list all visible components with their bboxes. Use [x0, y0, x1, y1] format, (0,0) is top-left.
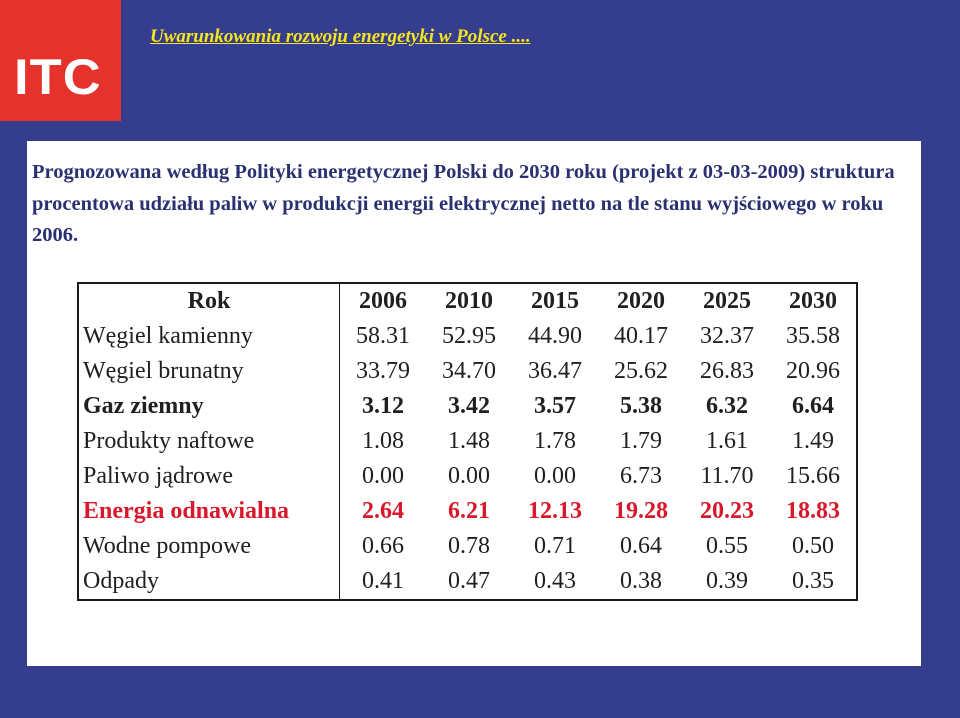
- row-label: Węgiel kamienny: [83, 323, 253, 349]
- table-cell: 20.23: [700, 498, 754, 524]
- row-label: Węgiel brunatny: [83, 358, 244, 384]
- table-row: [78, 494, 857, 529]
- fuel-share-table: [77, 282, 858, 601]
- itc-logo: [0, 0, 121, 121]
- table-row: [78, 529, 857, 564]
- table-cell: 6.64: [792, 393, 834, 419]
- table-cell: 0.66: [340, 529, 427, 564]
- table-cell: 52.95: [442, 323, 496, 349]
- table-cell: 19.28: [614, 498, 668, 524]
- table-cell: 0.78: [448, 533, 490, 559]
- logo-text: ITC: [14, 49, 102, 105]
- row-label: Energia odnawialna: [83, 498, 290, 524]
- table-cell: 1.49: [792, 428, 834, 454]
- table-cell: 0.71: [534, 533, 576, 559]
- table-cell: 20.96: [786, 358, 840, 384]
- table-row: [78, 459, 857, 494]
- table-cell: 0.43: [534, 568, 576, 594]
- header-cell: 2006: [340, 283, 427, 319]
- table-cell: 25.62: [614, 358, 668, 384]
- table-cell: 0.39: [706, 568, 748, 594]
- table-cell: 58.31: [340, 319, 427, 354]
- table-cell: 3.42: [448, 393, 490, 419]
- header-cell: 2015: [531, 288, 579, 314]
- table-cell: 2.64: [340, 494, 427, 529]
- table-cell: 12.13: [528, 498, 582, 524]
- table-cell: 1.48: [448, 428, 490, 454]
- table-cell: 35.58: [786, 323, 840, 349]
- table-cell: 1.79: [620, 428, 662, 454]
- row-label: Odpady: [83, 568, 159, 594]
- table-cell: 3.12: [340, 389, 427, 424]
- table-cell: 18.83: [786, 498, 840, 524]
- table-cell: 0.00: [340, 459, 427, 494]
- table-row: [78, 354, 857, 389]
- slide-title[interactable]: Uwarunkowania rozwoju energetyki w Polsce ....: [150, 26, 531, 47]
- table-cell: 0.00: [448, 463, 490, 489]
- table-cell: 5.38: [620, 393, 662, 419]
- table-row: [78, 319, 857, 354]
- table-cell: 0.00: [534, 463, 576, 489]
- intro-text: Prognozowana według Polityki energetycznej Polski do 2030 roku (projekt z 03-03-2009) struktura procentowa udziału paliw w produkcji energii elektrycznej netto na tle stanu wyjściowego w roku 2006.: [32, 161, 895, 246]
- content-panel: [27, 141, 921, 666]
- row-label: Produkty naftowe: [83, 428, 255, 454]
- header-cell: 2025: [703, 288, 751, 314]
- row-label: Gaz ziemny: [83, 393, 204, 419]
- table-cell: 0.47: [448, 568, 490, 594]
- table-cell: 33.79: [340, 354, 427, 389]
- table-cell: 0.35: [792, 568, 834, 594]
- table-cell: 44.90: [528, 323, 582, 349]
- table-cell: 0.38: [620, 568, 662, 594]
- table-cell: 36.47: [528, 358, 582, 384]
- table-cell: 0.41: [340, 564, 427, 600]
- table-cell: 0.55: [706, 533, 748, 559]
- header-cell: 2030: [789, 288, 837, 314]
- table-cell: 1.78: [534, 428, 576, 454]
- table-row: [78, 389, 857, 424]
- table-cell: 6.21: [448, 498, 490, 524]
- table-cell: 6.73: [620, 463, 662, 489]
- table-header-row: [78, 283, 857, 319]
- table-cell: 32.37: [700, 323, 754, 349]
- table-cell: 0.64: [620, 533, 662, 559]
- table-row: [78, 564, 857, 600]
- table-cell: 15.66: [786, 463, 840, 489]
- table-cell: 34.70: [442, 358, 496, 384]
- table-cell: 40.17: [614, 323, 668, 349]
- table-cell: 1.61: [706, 428, 748, 454]
- header-cell: 2020: [617, 288, 665, 314]
- header-cell: 2010: [445, 288, 493, 314]
- table-cell: 1.08: [340, 424, 427, 459]
- table-cell: 26.83: [700, 358, 754, 384]
- header-cell: Rok: [187, 288, 231, 314]
- table-cell: 0.50: [792, 533, 834, 559]
- table-cell: 3.57: [534, 393, 576, 419]
- row-label: Wodne pompowe: [83, 533, 252, 559]
- table-cell: 6.32: [706, 393, 748, 419]
- table-row: [78, 424, 857, 459]
- row-label: Paliwo jądrowe: [83, 463, 233, 489]
- table-cell: 11.70: [700, 463, 754, 489]
